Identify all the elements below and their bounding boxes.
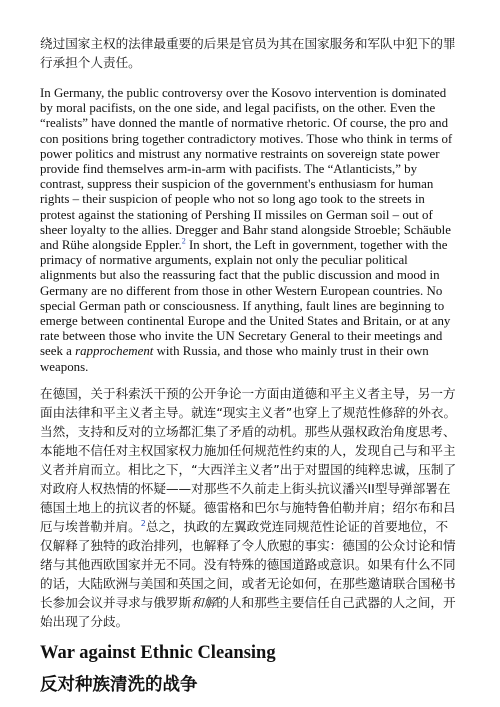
paragraph-zh-part1: 在德国，关于科索沃干预的公开争论一方面由道德和平主义者主导，另一方面由法律和平主义者主导。就连“现实主义者”也穿上了规范性修辞的外衣。当然，支持和反对的立场都汇集了矛盾的动机。那些从强权政治角度思考、本能地不信任对主权国家权力施加任何规范性约束的人，发现自己与和平主义者并肩而立。相比之下，“大西洋主义者”出于对盟国的纯粹忠诚，压制了对政府人权热情的怀疑——对那些不久前走上街头抗议潘兴II型导弹部署在德国土地上的抗议者的怀疑。德雷格和巴尔与施特鲁伯勒并肩；绍尔布和吕厄与埃普勒并肩。	[40, 385, 457, 534]
paragraph-zh-part3: 的人和那些主要信任自己武器的人之间，开始出现了分歧。	[40, 594, 456, 629]
section-heading-zh: 反对种族清洗的战争	[40, 674, 198, 695]
document-body	[40, 34, 460, 697]
italic-rapprochement: rapprochement	[75, 344, 154, 359]
paragraph-en-part1: In Germany, the public controversy over the Kosovo intervention is dominated by moral pacifists, on the one side, and legal pacifists, on the other. Even the “realists” have donned the mantle of normative rhetoric. Of course, the pro and con positions bring together contradictory motives. Those who think in terms of power politics and mistrust any normative restraints on sovereign state power provide find themselves arm-in-arm with pacifists. The “Atlanticists,” by contrast, suppress their suspicion of the government's enthusiasm for human rights – their suspicion of people who not so long ago took to the streets in protest against the stationing of Pershing II missiles on German soil – out of sheer loyalty to the allies. Dregger and Bahr stand alongside Stroeble; Schäuble and Rühe alongside Eppler.	[40, 86, 453, 253]
paragraph-en-part3: with Russia, and those who mainly trust in their own weapons.	[40, 344, 429, 374]
paragraph-zh-main	[40, 384, 460, 631]
paragraph-zh-part2: 总之，执政的左翼政党连同规范性论证的首要地位，不仅解释了独特的政治排列，也解释了令人欣慰的事实：德国的公众讨论和情绪与其他西欧国家并无不同。没有特殊的德国道路或意识。如果有什么不同的话，大陆欧洲与美国和英国之间，或者无论如何，在那些邀请联合国秘书长参加会议并寻求与俄罗斯	[40, 518, 456, 610]
footnote-ref-en[interactable]: 2	[181, 236, 186, 246]
section-heading-en: War against Ethnic Cleansing	[40, 642, 276, 663]
paragraph-en-main	[40, 86, 460, 375]
paragraph-zh-intro: 绕过国家主权的法律最重要的后果是官员为其在国家服务和军队中犯下的罪行承担个人责任。	[40, 36, 456, 70]
italic-hejie: 和解	[191, 594, 217, 610]
footnote-ref-zh[interactable]: 2	[140, 518, 146, 528]
paragraph-en-part2: In short, the Left in government, together with the primacy of normative arguments, explain not only the peculiar political alignments but also the reassuring fact that the public discussion and mood in Germany are no different from those in other Western European countries. No special German path or consciousness. If anything, fault lines are beginning to emerge between continental Europe and the United States and Britain, or at any rate between those who invite the UN Secretary General to their meetings and seek a	[40, 238, 451, 359]
